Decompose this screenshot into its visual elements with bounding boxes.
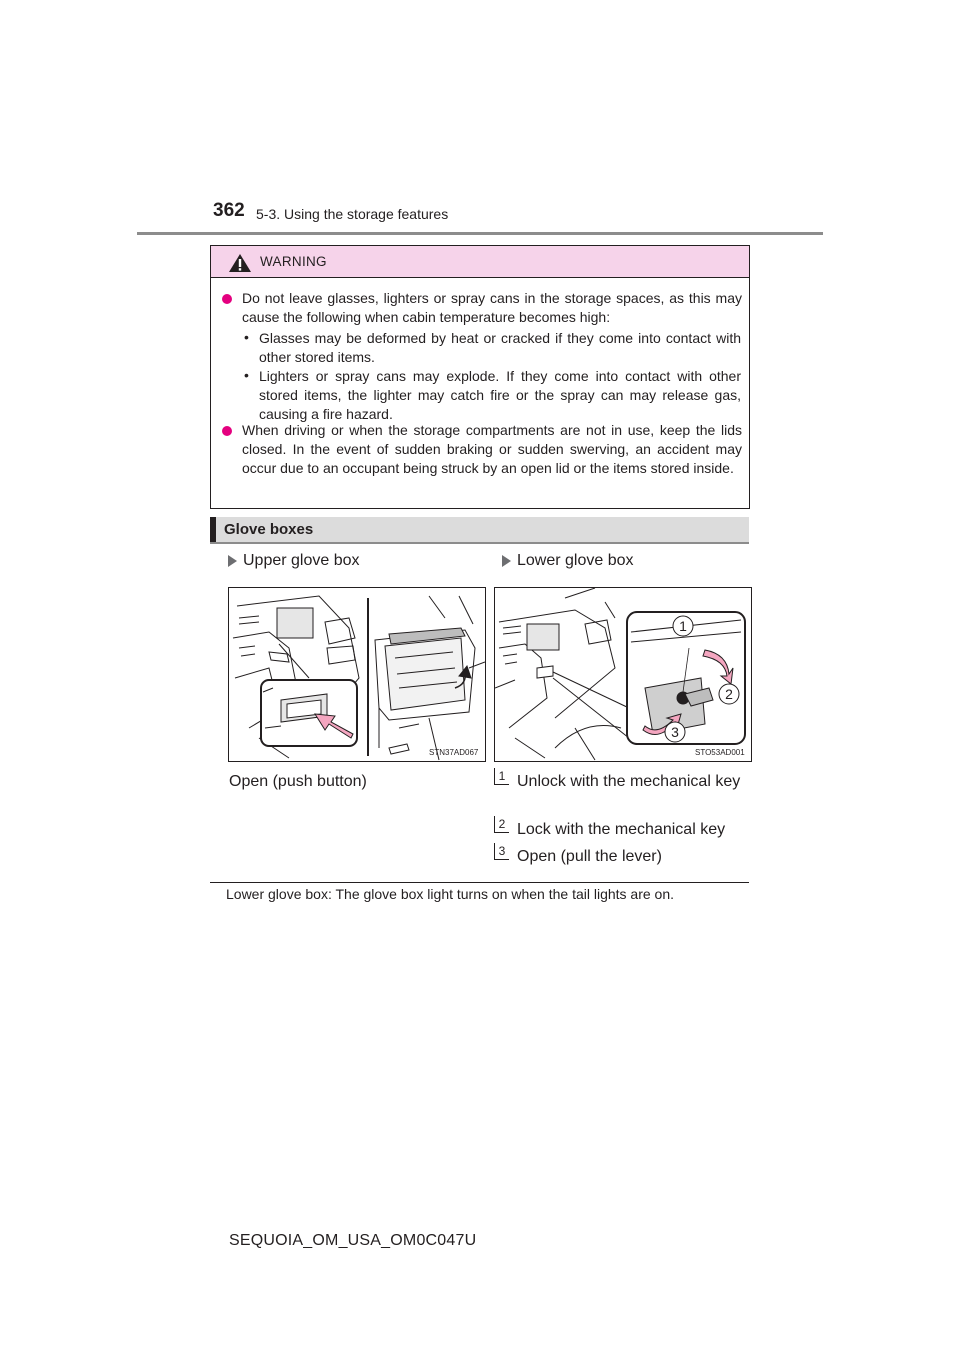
- callout-2: 2: [725, 686, 733, 702]
- sub-bullet: •: [244, 367, 249, 383]
- callout-3: 3: [671, 724, 679, 740]
- warning-subitem-2: Lighters or spray cans may explode. If they come into contact with other stored items, the lighter may catch fire or the spray can may release gas, causing a fire hazard.: [259, 368, 741, 422]
- arrow-bullet-icon: [502, 555, 511, 567]
- glove-boxes-title: Glove boxes: [224, 521, 314, 538]
- lower-figure-code: STO53AD001: [695, 748, 745, 757]
- lower-glove-box-label: Lower glove box: [517, 552, 634, 569]
- upper-glove-box-figure: [228, 587, 486, 762]
- header-rule: [137, 232, 823, 235]
- warning-bullet: [222, 294, 232, 304]
- step-2-text: Lock with the mechanical key: [517, 821, 726, 838]
- glove-boxes-heading: [210, 517, 749, 544]
- document-id: SEQUOIA_OM_USA_OM0C047U: [229, 1232, 477, 1249]
- upper-caption: Open (push button): [229, 773, 367, 790]
- callout-1: 1: [679, 618, 687, 634]
- page-number: 362: [213, 200, 245, 221]
- step-number-3: 3: [494, 843, 509, 860]
- arrow-bullet-icon: [228, 555, 237, 567]
- heading-accent: [210, 517, 216, 542]
- upper-figure-code: STN37AD067: [429, 748, 479, 757]
- lower-glove-box-illustration: [495, 588, 751, 761]
- footnote-rule: [210, 882, 749, 883]
- section-title: 5-3. Using the storage features: [256, 206, 449, 222]
- step-1-text: Unlock with the mechanical key: [517, 773, 741, 790]
- warning-item-1: Do not leave glasses, lighters or spray cans in the storage spaces, as this may cause the following when cabin temperature becomes high:: [242, 290, 742, 325]
- lower-glove-box-figure: [494, 587, 752, 762]
- warning-header: [211, 246, 749, 278]
- upper-glove-box-label: Upper glove box: [243, 552, 360, 569]
- step-3-text: Open (pull the lever): [517, 848, 662, 865]
- warning-item-2: When driving or when the storage compartments are not in use, keep the lids closed. In the event of sudden braking or sudden swerving, an accident may occur due to an occupant being struck by an open lid or the items stored inside.: [242, 422, 742, 476]
- upper-glove-box-illustration: [229, 588, 485, 761]
- step-number-2: 2: [494, 816, 509, 833]
- warning-title: WARNING: [260, 254, 327, 269]
- warning-subitem-1: Glasses may be deformed by heat or cracked if they come into contact with other stored items.: [259, 330, 741, 365]
- footnote: Lower glove box: The glove box light turns on when the tail lights are on.: [226, 886, 675, 902]
- step-number-1: 1: [494, 768, 509, 785]
- sub-bullet: •: [244, 329, 249, 345]
- warning-bullet: [222, 426, 232, 436]
- warning-box: [210, 245, 750, 509]
- warning-triangle-icon: [228, 253, 252, 273]
